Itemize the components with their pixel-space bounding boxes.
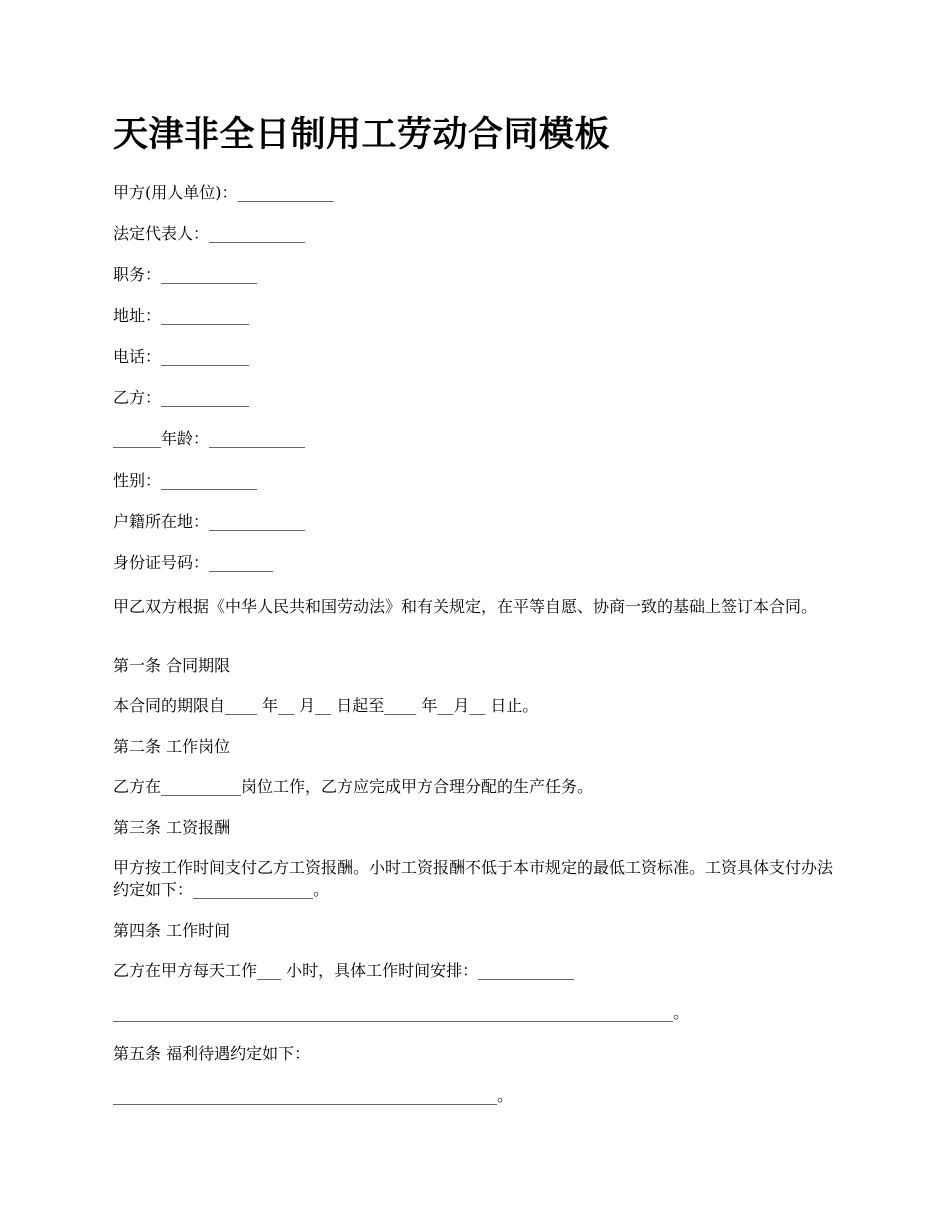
- article-1-heading: 第一条 合同期限: [113, 656, 231, 675]
- field-position: 职务：____________: [113, 265, 258, 284]
- article-2-heading: 第二条 工作岗位: [113, 737, 231, 756]
- article-2-text: 乙方在__________岗位工作，乙方应完成甲方合理分配的生产任务。: [113, 777, 594, 796]
- field-party-a: 甲方(用人单位)：____________: [113, 183, 334, 202]
- field-age: ______年龄：____________: [113, 429, 306, 448]
- field-address: 地址：___________: [113, 306, 250, 325]
- field-legal-representative: 法定代表人：____________: [113, 224, 306, 243]
- article-5-blank-line: ________________________________________________。: [113, 1086, 514, 1105]
- field-party-b: 乙方：___________: [113, 388, 250, 407]
- preamble-paragraph: 甲乙双方根据《中华人民共和国劳动法》和有关规定，在平等自愿、协商一致的基础上签订本合同。: [113, 597, 818, 616]
- article-5-heading: 第五条 福利待遇约定如下：: [113, 1044, 311, 1063]
- article-4-heading: 第四条 工作时间: [113, 921, 231, 940]
- article-4-blank-line: ______________________________________________________________________。: [113, 1003, 689, 1022]
- field-id-number: 身份证号码：________: [113, 553, 274, 572]
- article-4-text: 乙方在甲方每天工作___ 小时，具体工作时间安排：____________: [113, 961, 575, 980]
- article-3-text: 甲方按工作时间支付乙方工资报酬。小时工资报酬不低于本市规定的最低工资标准。工资具体支付办法约定如下：_______________。: [113, 858, 834, 899]
- field-gender: 性别：____________: [113, 471, 258, 490]
- field-phone: 电话：___________: [113, 347, 250, 366]
- article-3-heading: 第三条 工资报酬: [113, 818, 231, 837]
- article-1-text: 本合同的期限自____ 年__ 月__ 日起至____ 年__月__ 日止。: [113, 696, 539, 715]
- document-title: 天津非全日制用工劳动合同模板: [113, 115, 611, 155]
- field-household-registration: 户籍所在地：____________: [113, 512, 306, 531]
